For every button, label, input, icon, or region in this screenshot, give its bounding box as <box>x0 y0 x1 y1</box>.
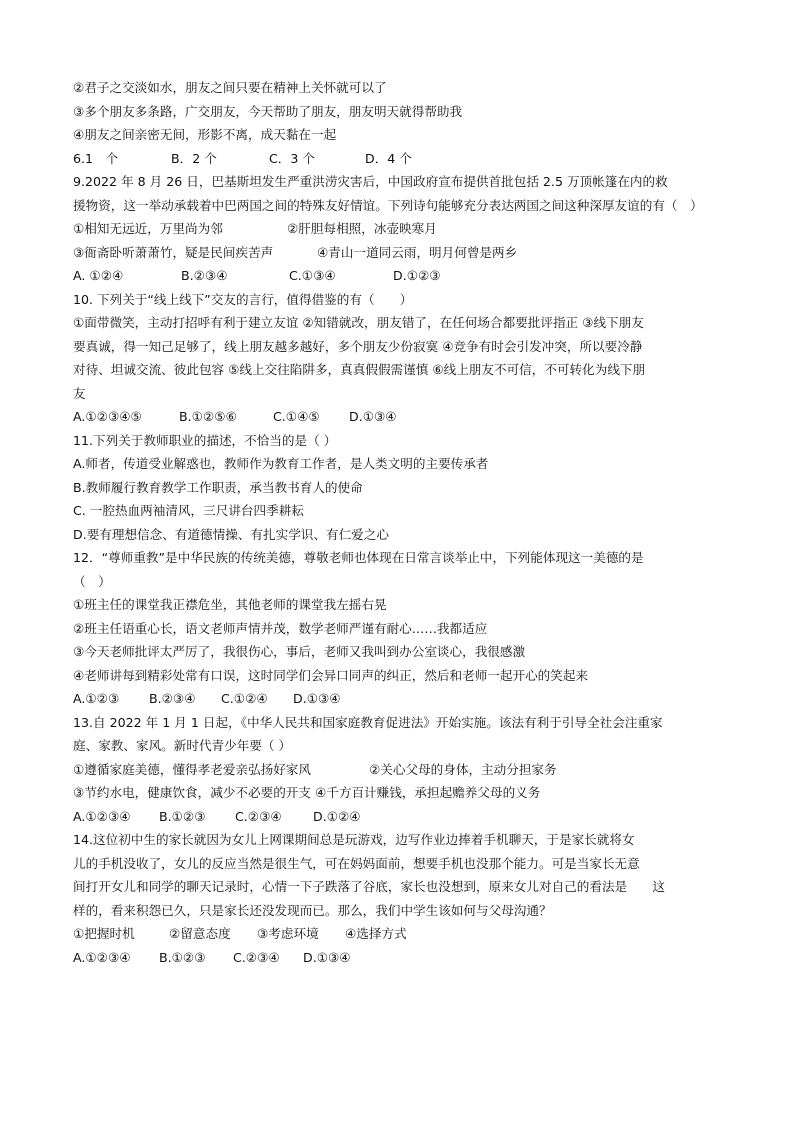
option-a[interactable]: A.①②③ <box>73 691 120 706</box>
q8-item-4: ④朋友之间亲密无间，形影不离，成天黏在一起 <box>73 127 337 142</box>
option-b[interactable]: B．2 个 <box>171 150 217 166</box>
q9-item-1: ①相知无远近，万里尚为邻 <box>73 221 223 236</box>
option-b[interactable]: B.①②③ <box>159 949 206 965</box>
q8-options <box>73 147 733 171</box>
q12-stem-cont: （ ） <box>73 573 111 589</box>
q14-item-3: ③考虑环境 <box>257 926 319 941</box>
option-d[interactable]: D．4 个 <box>365 150 412 166</box>
q14-item-4: ④选择方式 <box>345 926 407 941</box>
q12-options <box>73 687 733 711</box>
option-c[interactable]: C.①④⑤ <box>273 409 320 424</box>
q12-item-1: ①班主任的课堂我正襟危坐，其他老师的课堂我左摇右晃 <box>73 597 387 612</box>
question-14 <box>73 828 733 969</box>
option-c[interactable]: C.①②④ <box>221 691 268 706</box>
option-c[interactable]: C．3 个 <box>269 150 315 166</box>
option-d[interactable]: D.①③④ <box>293 691 341 706</box>
option-b[interactable]: B.①②⑤⑥ <box>179 409 237 424</box>
q14-body-line-4: 样的，看来积怨已久，只是家长还没发现而已。那么，我们中学生该如何与父母沟通？ <box>73 902 552 918</box>
q9-options <box>73 264 733 288</box>
option-a[interactable]: A.①②③④⑤ <box>73 409 142 424</box>
q9-items-row-1 <box>73 217 733 241</box>
q9-stem-cont: 援物资，这一举动承载着中巴两国之间的特殊友好情谊。下列诗句能够充分表达两国之间这种深厚友谊的有（ ） <box>73 197 703 213</box>
option-d[interactable]: D.要有理想信念、有道德情操、有扎实学识、有仁爱之心 <box>73 526 389 542</box>
option-d[interactable]: D.①③④ <box>303 949 351 965</box>
q14-item-1: ①把握时机 <box>73 926 135 941</box>
option-b[interactable]: B.②③④ <box>149 691 196 706</box>
q14-item-2: ②留意态度 <box>169 926 231 941</box>
q8-item-3: ③多个朋友多条路，广交朋友，今天帮助了朋友，朋友明天就得帮助我 <box>73 103 463 119</box>
option-c[interactable]: C. 一腔热血两袖清风，三尺讲台四季耕耘 <box>73 503 304 518</box>
q12-item-4: ④老师讲每到精彩处常有口误，这时同学们会异口同声的纠正，然后和老师一起开心的笑起来 <box>73 667 589 683</box>
exam-page <box>73 76 733 969</box>
q13-stem: 13.自 2022 年 1 月 1 日起，《中华人民共和国家庭教育促进法》开始实施。该法有利于引导全社会注重家 <box>73 714 663 730</box>
option-a[interactable]: A.①②③④ <box>73 949 131 965</box>
q13-items-row-1 <box>73 758 733 782</box>
option-a[interactable]: 6.1 个 <box>73 150 119 166</box>
q9-stem: 9.2022 年 8 月 26 日，巴基斯坦发生严重洪涝灾害后，中国政府宣布提供首批包括 2.5 万顶帐篷在内的救 <box>73 174 668 189</box>
q10-body-line-3: 对待、坦诚交流、彼此包容 ⑤线上交往陷阱多，真真假假需谨慎 ⑥线上朋友不可信，不可转化为线下朋 <box>73 362 646 377</box>
q14-items <box>73 922 733 946</box>
q9-item-3: ③衙斋卧听萧萧竹，疑是民间疾苦声 <box>73 244 274 260</box>
q14-body-line-2: 儿的手机没收了，女儿的反应当然是很生气，可在妈妈面前，想要手机也没那个能力。可是当家长无意 <box>73 855 640 871</box>
q8-item-2: ②君子之交淡如水，朋友之间只要在精神上关怀就可以了 <box>73 80 387 95</box>
option-a[interactable]: A.①②③④ <box>73 808 131 824</box>
q13-item-2: ②关心父母的身体，主动分担家务 <box>369 761 557 777</box>
option-b[interactable]: B.教师履行教育教学工作职责，承当教书育人的使命 <box>73 479 363 495</box>
option-c[interactable]: C.②③④ <box>235 808 282 824</box>
question-10 <box>73 288 733 429</box>
question-12 <box>73 546 733 711</box>
option-c[interactable]: C.①③④ <box>289 268 336 283</box>
question-9 <box>73 170 733 288</box>
q10-body-line-2: 要真诚，得一知己足够了，线上朋友越多越好，多个朋友少份寂寞 ④竞争有时会引发冲突，所以要冷静 <box>73 338 643 354</box>
option-b[interactable]: B.②③④ <box>181 268 228 283</box>
question-13 <box>73 711 733 829</box>
q9-item-2: ②肝胆每相照，冰壶映寒月 <box>287 221 437 236</box>
question-8 <box>73 76 733 170</box>
q11-stem: 11.下列关于教师职业的描述，不恰当的是（ ） <box>73 432 337 448</box>
q10-options <box>73 405 733 429</box>
q13-options <box>73 805 733 829</box>
q10-stem: 10. 下列关于“线上线下”交友的言行，值得借鉴的有（ ） <box>73 291 413 307</box>
q10-body-line-1: ①面带微笑，主动打招呼有利于建立友谊 ②知错就改，朋友错了，在任何场合都要批评指正 ③线下朋友 <box>73 315 644 330</box>
q13-stem-cont: 庭、家教、家风。新时代青少年要（ ） <box>73 738 292 753</box>
q10-body-line-4: 友 <box>73 385 86 401</box>
option-d[interactable]: D.①②④ <box>313 808 361 824</box>
q12-item-2: ②班主任语重心长，语文老师声情并茂，数学老师严谨有耐心……我都适应 <box>73 620 488 636</box>
q9-item-4: ④青山一道同云雨，明月何曾是两乡 <box>317 244 518 260</box>
option-c[interactable]: C.②③④ <box>233 949 280 965</box>
option-d[interactable]: D.①②③ <box>393 268 441 283</box>
q9-items-row-2 <box>73 241 733 265</box>
option-d[interactable]: D.①③④ <box>349 409 397 424</box>
q12-stem: 12．“尊师重教”是中华民族的传统美德，尊敬老师也体现在日常言谈举止中，下列能体现这一美德的是 <box>73 550 644 565</box>
option-a[interactable]: A. ①②④ <box>73 268 124 283</box>
q13-items-row-2: ③节约水电，健康饮食，减少不必要的开支 ④千方百计赚钱，承担起赡养父母的义务 <box>73 785 541 800</box>
q13-item-1: ①遵循家庭美德，懂得孝老爱亲弘扬好家风 <box>73 761 311 777</box>
option-b[interactable]: B.①②③ <box>159 808 206 824</box>
q14-body-line-3: 间打开女儿和同学的聊天记录时，心情一下子跌落了谷底，家长也没想到，原来女儿对自己的看法是 这 <box>73 879 665 894</box>
q14-body-line-1: 14.这位初中生的家长就因为女儿上网课期间总是玩游戏，边写作业边捧着手机聊天，于是家长就将女 <box>73 832 635 847</box>
question-11 <box>73 429 733 547</box>
option-a[interactable]: A.师者，传道受业解惑也，教师作为教育工作者，是人类文明的主要传承者 <box>73 456 489 471</box>
q14-options <box>73 946 733 970</box>
q12-item-3: ③今天老师批评太严厉了，我很伤心，事后，老师又我叫到办公室谈心，我很感激 <box>73 644 526 659</box>
